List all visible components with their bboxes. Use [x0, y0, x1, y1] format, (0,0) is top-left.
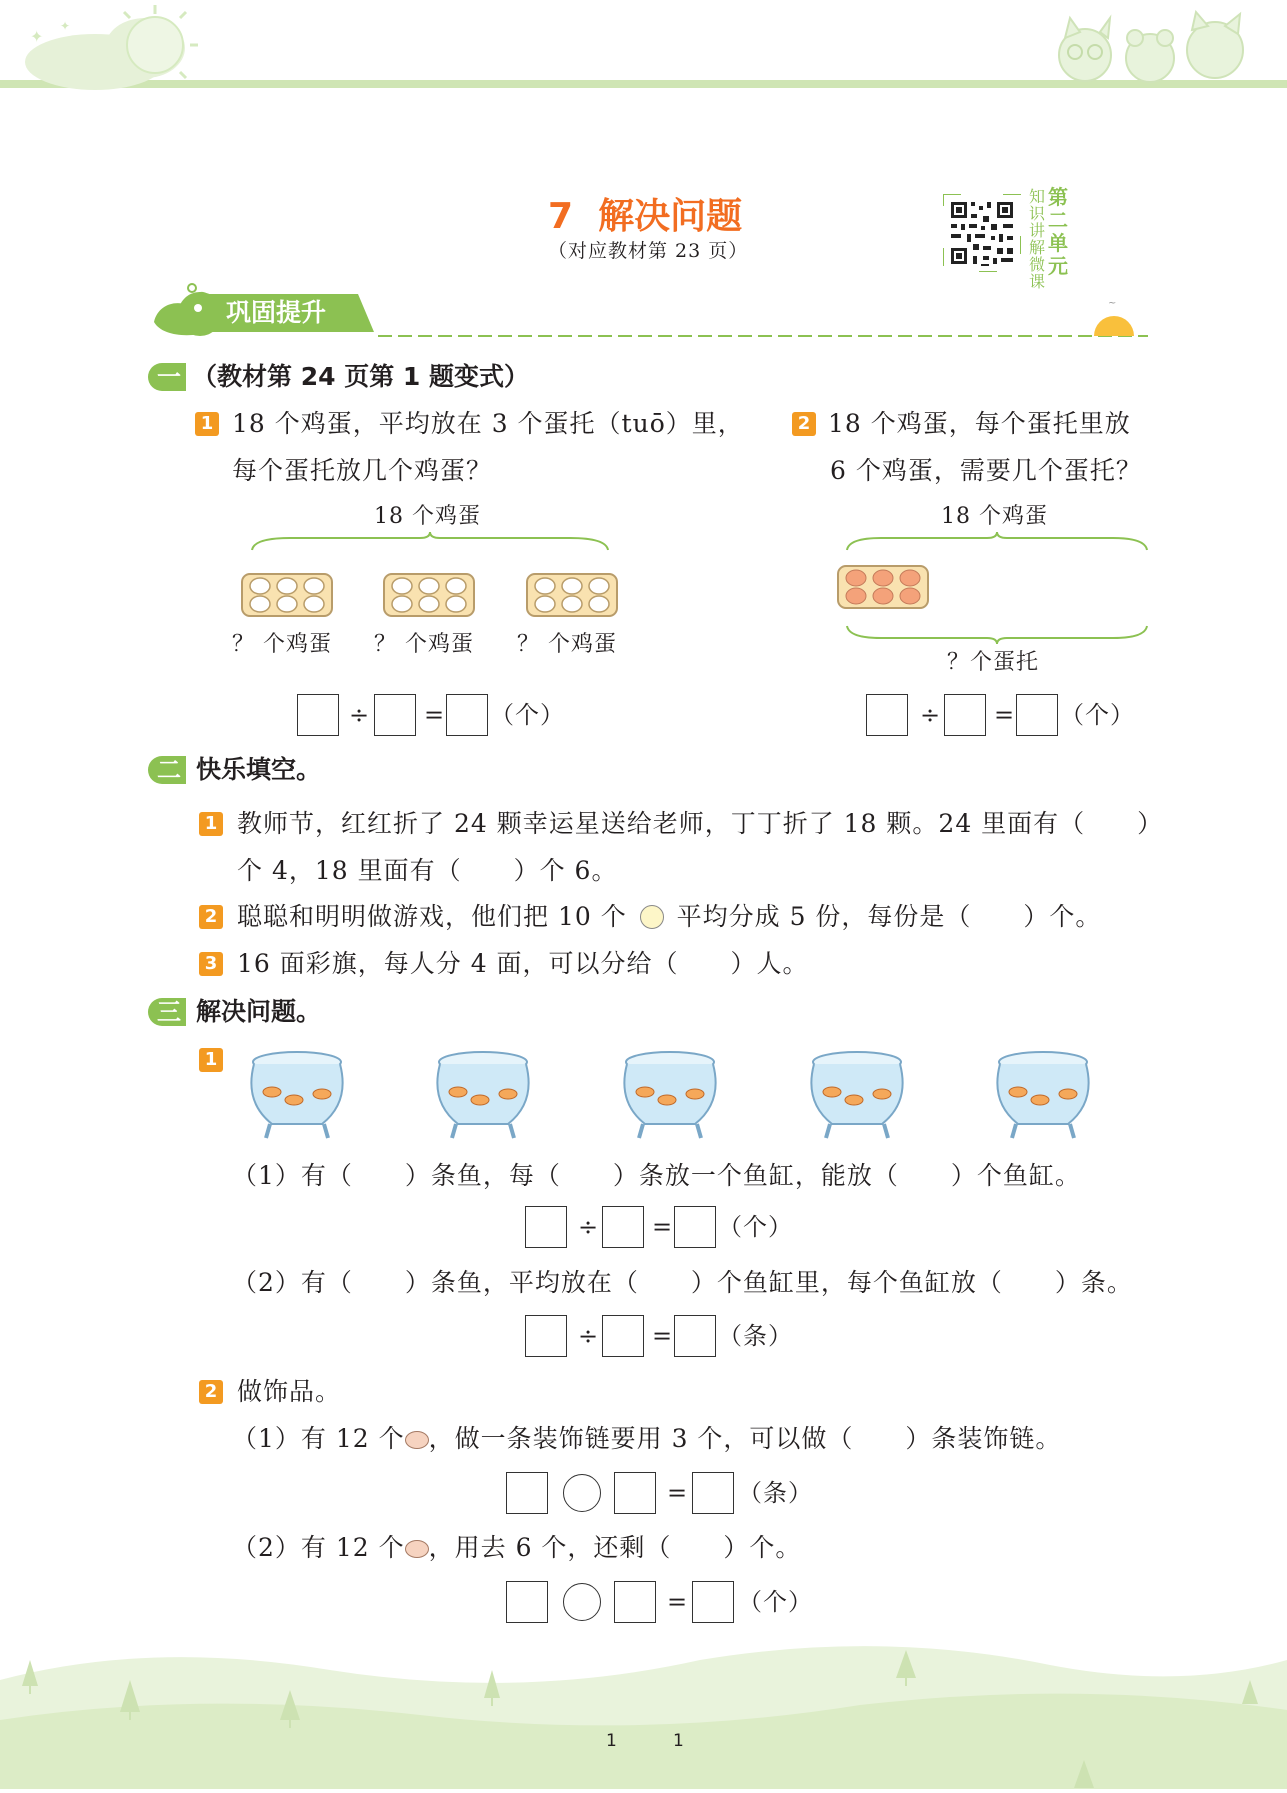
s1-q1-box-3[interactable]: [446, 694, 488, 736]
s3-q1-sub1-div: ÷: [578, 1213, 599, 1241]
s3-q1-sub1-box-1[interactable]: [525, 1206, 567, 1248]
s3-q1-sub2-box-1[interactable]: [525, 1315, 567, 1357]
s2-q3-line: 16 面彩旗，每人分 4 面，可以分给（ ）人。: [237, 949, 809, 978]
section1-number: 一: [157, 363, 181, 391]
fish-bowl-4: [802, 1042, 912, 1142]
s1-q2-div: ÷: [920, 701, 941, 729]
s3-q1-sub1-box-2[interactable]: [602, 1206, 644, 1248]
s1-q2-brace-label: 18 个鸡蛋: [941, 504, 1048, 529]
s1-q1-badge: 1: [195, 412, 219, 436]
lesson-title-text: 解决问题: [598, 196, 743, 237]
s1-q1-line1: 18 个鸡蛋，平均放在 3 个蛋托（tuō）里，: [232, 409, 744, 438]
s1-q1-box-1[interactable]: [297, 694, 339, 736]
s1-q2-eq: =: [994, 701, 1015, 729]
s3-q1-sub1: （1）有（ ）条鱼，每（ ）条放一个鱼缸，能放（ ）个鱼缸。: [232, 1161, 1081, 1190]
s3-q2-sub1: [232, 1424, 1061, 1454]
s3-q1-sub1-eq: =: [652, 1213, 673, 1241]
s1-q1-line2: 每个蛋托放几个鸡蛋？: [232, 456, 493, 485]
s1-q2-badge: 2: [792, 412, 816, 436]
s1-q2-unit: （个）: [1060, 701, 1135, 729]
s1-q2-box-2[interactable]: [944, 694, 986, 736]
s3-q1-sub2: （2）有（ ）条鱼，平均放在（ ）个鱼缸里，每个鱼缸放（ ）条。: [232, 1268, 1133, 1297]
s3-q2-title: 做饰品。: [237, 1377, 342, 1406]
top-decoration: [0, 0, 1287, 110]
s3-q1-sub2-unit: （条）: [718, 1322, 793, 1350]
s1-q2-brace-top: [845, 530, 1150, 554]
s1-q2-line2: 6 个鸡蛋，需要几个蛋托？: [830, 456, 1142, 485]
egg-tray-full: [836, 562, 930, 612]
fish-bowl-2: [428, 1042, 538, 1142]
s3-q2-sub2-box-2[interactable]: [614, 1581, 656, 1623]
s2-q1-line1: 教师节，红红折了 24 颗幸运星送给老师，丁丁折了 18 颗。24 里面有（ ）: [237, 809, 1164, 838]
lesson-title: [548, 196, 742, 238]
section2-title: 快乐填空。: [196, 755, 322, 784]
qr-code-icon: [943, 194, 1021, 272]
fish-bowl-3: [615, 1042, 725, 1142]
s2-q1-badge: 1: [199, 812, 223, 836]
page-number-left: 1: [606, 1731, 617, 1751]
s1-q1-box-2[interactable]: [374, 694, 416, 736]
section1-title: （教材第 24 页第 1 题变式）: [192, 362, 530, 391]
practice-banner-label: 巩固提升: [226, 298, 327, 327]
side-label-unit: 第二单元: [1048, 185, 1068, 278]
practice-banner: [148, 282, 1148, 342]
s3-q2-sub1-unit: （条）: [738, 1479, 813, 1507]
s3-q2-sub1-b: ，做一条装饰链要用 3 个，可以做（ ）条装饰链。: [428, 1424, 1062, 1453]
egg-tray-1: [240, 570, 334, 620]
s1-q2-line1: 18 个鸡蛋，每个蛋托里放: [828, 409, 1131, 438]
bead-icon: [405, 1540, 429, 1558]
s1-q1-div: ÷: [349, 701, 370, 729]
section2-badge: [148, 756, 186, 784]
s1-q2-brace-bottom: [845, 624, 1150, 648]
s2-q2-badge: 2: [199, 905, 223, 929]
fish-bowl-5: [988, 1042, 1098, 1142]
egg-tray-2: [382, 570, 476, 620]
s1-q2-box-1[interactable]: [866, 694, 908, 736]
egg-tray-3: [525, 570, 619, 620]
section1-badge: [148, 363, 186, 391]
s2-q1-line2: 个 4，18 里面有（ ）个 6。: [237, 856, 618, 885]
s3-q2-sub2-unit: （个）: [738, 1588, 813, 1616]
s3-q2-sub2-b: ，用去 6 个，还剩（ ）个。: [428, 1533, 802, 1562]
s3-q2-sub1-operator-circle[interactable]: [563, 1474, 601, 1512]
s2-q2-part2: 平均分成 5 份，每份是（ ）个。: [676, 902, 1102, 931]
s3-q1-badge: 1: [199, 1048, 223, 1072]
s1-q1-brace: [250, 530, 610, 554]
tray-label-3: ？ 个鸡蛋: [517, 632, 617, 657]
s3-q2-sub2: [232, 1533, 801, 1563]
s3-q2-sub1-a: （1）有 12 个: [232, 1424, 405, 1453]
bottom-landscape: [0, 1620, 1287, 1789]
s3-q2-sub1-box-1[interactable]: [506, 1472, 548, 1514]
circle-icon: [640, 905, 664, 929]
s2-q2-line: [237, 902, 1101, 932]
lesson-subtitle: （对应教材第 23 页）: [548, 240, 749, 262]
svg-text:~: ~: [1108, 298, 1117, 309]
s3-q2-sub2-a: （2）有 12 个: [232, 1533, 405, 1562]
s3-q2-sub2-box-1[interactable]: [506, 1581, 548, 1623]
s1-q1-brace-label: 18 个鸡蛋: [374, 504, 481, 529]
tray-label-2: ？ 个鸡蛋: [374, 632, 474, 657]
s3-q1-sub2-eq: =: [652, 1322, 673, 1350]
lesson-number: 7: [548, 196, 574, 237]
s3-q1-sub2-box-3[interactable]: [674, 1315, 716, 1357]
s3-q2-badge: 2: [199, 1380, 223, 1404]
fish-bowl-1: [242, 1042, 352, 1142]
section3-title: 解决问题。: [196, 997, 322, 1026]
side-label-microlesson: 知识讲解微课: [1029, 187, 1046, 291]
section3-badge: [148, 998, 186, 1026]
s3-q1-sub1-unit: （个）: [718, 1213, 793, 1241]
s3-q2-sub2-box-3[interactable]: [692, 1581, 734, 1623]
s3-q1-sub2-box-2[interactable]: [602, 1315, 644, 1357]
svg-text:✦: ✦: [60, 19, 71, 33]
qr-code[interactable]: [943, 194, 1021, 272]
s3-q2-sub1-eq: =: [667, 1479, 688, 1507]
tray-label-1: ？ 个鸡蛋: [232, 632, 332, 657]
s3-q2-sub2-eq: =: [667, 1588, 688, 1616]
section2-number: 二: [157, 756, 181, 784]
s3-q1-sub1-box-3[interactable]: [674, 1206, 716, 1248]
s3-q2-sub1-box-2[interactable]: [614, 1472, 656, 1514]
s1-q1-unit: （个）: [490, 701, 565, 729]
s2-q2-part1: 聪聪和明明做游戏，他们把 10 个: [237, 902, 627, 931]
bead-icon: [405, 1431, 429, 1449]
s3-q2-sub1-box-3[interactable]: [692, 1472, 734, 1514]
s3-q2-sub2-operator-circle[interactable]: [563, 1583, 601, 1621]
s1-q2-box-3[interactable]: [1016, 694, 1058, 736]
s1-q2-bottom-label: ？个蛋托: [947, 650, 1040, 675]
s1-q1-eq: =: [424, 701, 445, 729]
s2-q3-badge: 3: [199, 952, 223, 976]
page-number-right: 1: [673, 1731, 684, 1751]
s3-q1-sub2-div: ÷: [578, 1322, 599, 1350]
section3-number: 三: [157, 998, 181, 1026]
svg-text:✦: ✦: [30, 27, 44, 46]
